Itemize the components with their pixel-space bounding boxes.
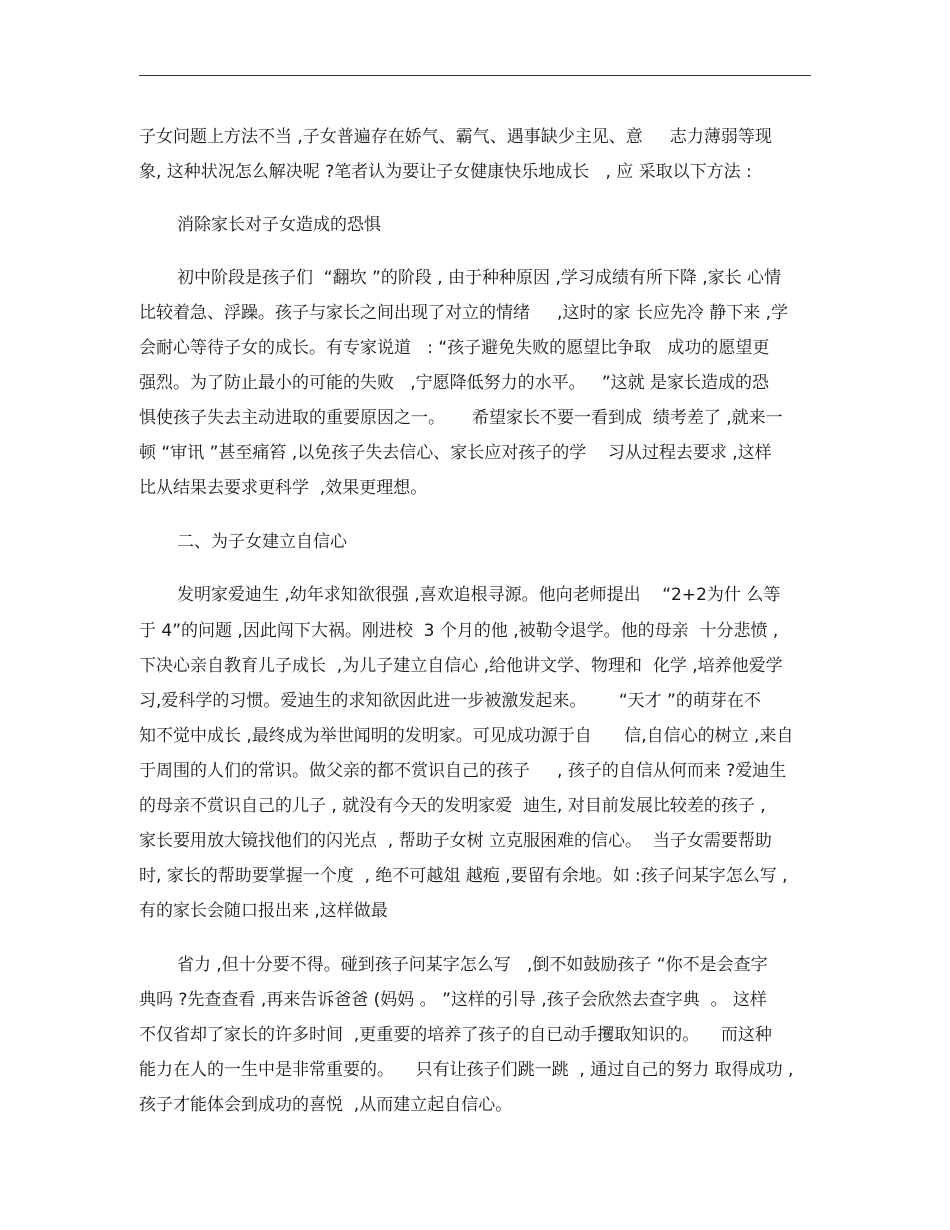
- text-line: 会耐心等待子女的成长。有专家说道 : “孩子避免失败的愿望比争取 成功的愿望更: [139, 338, 770, 358]
- text-line: 的母亲不赏识自己的儿子 , 就没有今天的发明家爱 迪生, 对目前发展比较差的孩子 ,: [139, 796, 766, 816]
- text-line: 初中阶段是孩子们 “翻坎 ”的阶段 , 由于种种原因 ,学习成绩有所下降 ,家长 心情: [177, 268, 782, 288]
- text-line: 发明家爱迪生 ,幼年求知欲很强 ,喜欢追根寻源。他向老师提出 “2+2为什 么等: [177, 585, 781, 605]
- text-line: 下决心亲自教育儿子成长 ,为儿子建立自信心 ,给他讲文学、物理和 化学 ,培养他爱学: [139, 656, 783, 676]
- text-line: 家长要用放大镜找他们的闪光点 , 帮助子女树 立克服困难的信心。 当子女需要帮助: [139, 831, 772, 851]
- text-line: 典吗 ?先查查看 ,再来告诉爸爸 (妈妈 。 ”这样的引导 ,孩子会欣然去查字典 。 这样: [139, 990, 767, 1010]
- text-line: 习,爱科学的习惯。爱迪生的求知欲因此进一步被激发起来。 “天才 ”的萌芽在不: [139, 691, 761, 711]
- section-heading: 消除家长对子女造成的恐惧: [177, 215, 381, 235]
- text-line: 惧使孩子失去主动进取的重要原因之一。 希望家长不要一看到成 绩考差了 ,就来一: [139, 408, 783, 428]
- header-rule: [139, 75, 811, 76]
- text-line: 不仅省却了家长的许多时间 ,更重要的培养了孩子的自已动手攫取知识的。 而这种: [139, 1025, 772, 1045]
- text-line: 时, 家长的帮助要掌握一个度 , 绝不可越俎 越疱 ,要留有余地。如 :孩子问某字怎么写 ,: [139, 866, 788, 886]
- text-line: 能力在人的一生中是非常重要的。 只有让孩子们跳一跳 , 通过自己的努力 取得成功 ,: [139, 1060, 794, 1080]
- section-heading: 二、为子女建立自信心: [177, 532, 347, 552]
- text-line: 顿 “审讯 ”甚至痛笞 ,以免孩子失去信心、家长应对孩子的学 习从过程去要求 ,这样: [139, 443, 772, 463]
- text-line: 于周围的人们的常识。做父亲的都不赏识自己的孩子 , 孩子的自信从何而来 ?爱迪生: [139, 761, 787, 781]
- text-line: 象, 这种状况怎么解决呢 ?笔者认为要让子女健康快乐地成长 , 应 采取以下方法 :: [139, 162, 752, 182]
- text-line: 孩子才能体会到成功的喜悦 ,从而建立起自信心。: [139, 1095, 513, 1115]
- text-line: 比从结果去要求更科学 ,效果更理想。: [139, 478, 428, 498]
- text-line: 子女问题上方法不当 ,子女普遍存在娇气、霸气、遇事缺少主见、意 志力薄弱等现: [139, 127, 772, 147]
- text-line: 省力 ,但十分要不得。碰到孩子问某字怎么写 ,倒不如鼓励孩子 “你不是会查字: [177, 955, 768, 975]
- text-line: 于 4”的问题 ,因此闯下大祸。刚进校 3 个月的他 ,被勒令退学。他的母亲 十分悲愤 ,: [139, 621, 779, 641]
- text-line: 有的家长会随口报出来 ,这样做最: [139, 901, 388, 921]
- text-line: 知不觉中成长 ,最终成为举世闻明的发明家。可见成功源于自 信,自信心的树立 ,来自: [139, 726, 794, 746]
- text-line: 强烈。为了防止最小的可能的失败 ,宁愿降低努力的水平。 ”这就 是家长造成的恐: [139, 373, 770, 393]
- text-line: 比较着急、浮躁。孩子与家长之间出现了对立的情绪 ,这时的家 长应先冷 静下来 ,学: [139, 303, 789, 323]
